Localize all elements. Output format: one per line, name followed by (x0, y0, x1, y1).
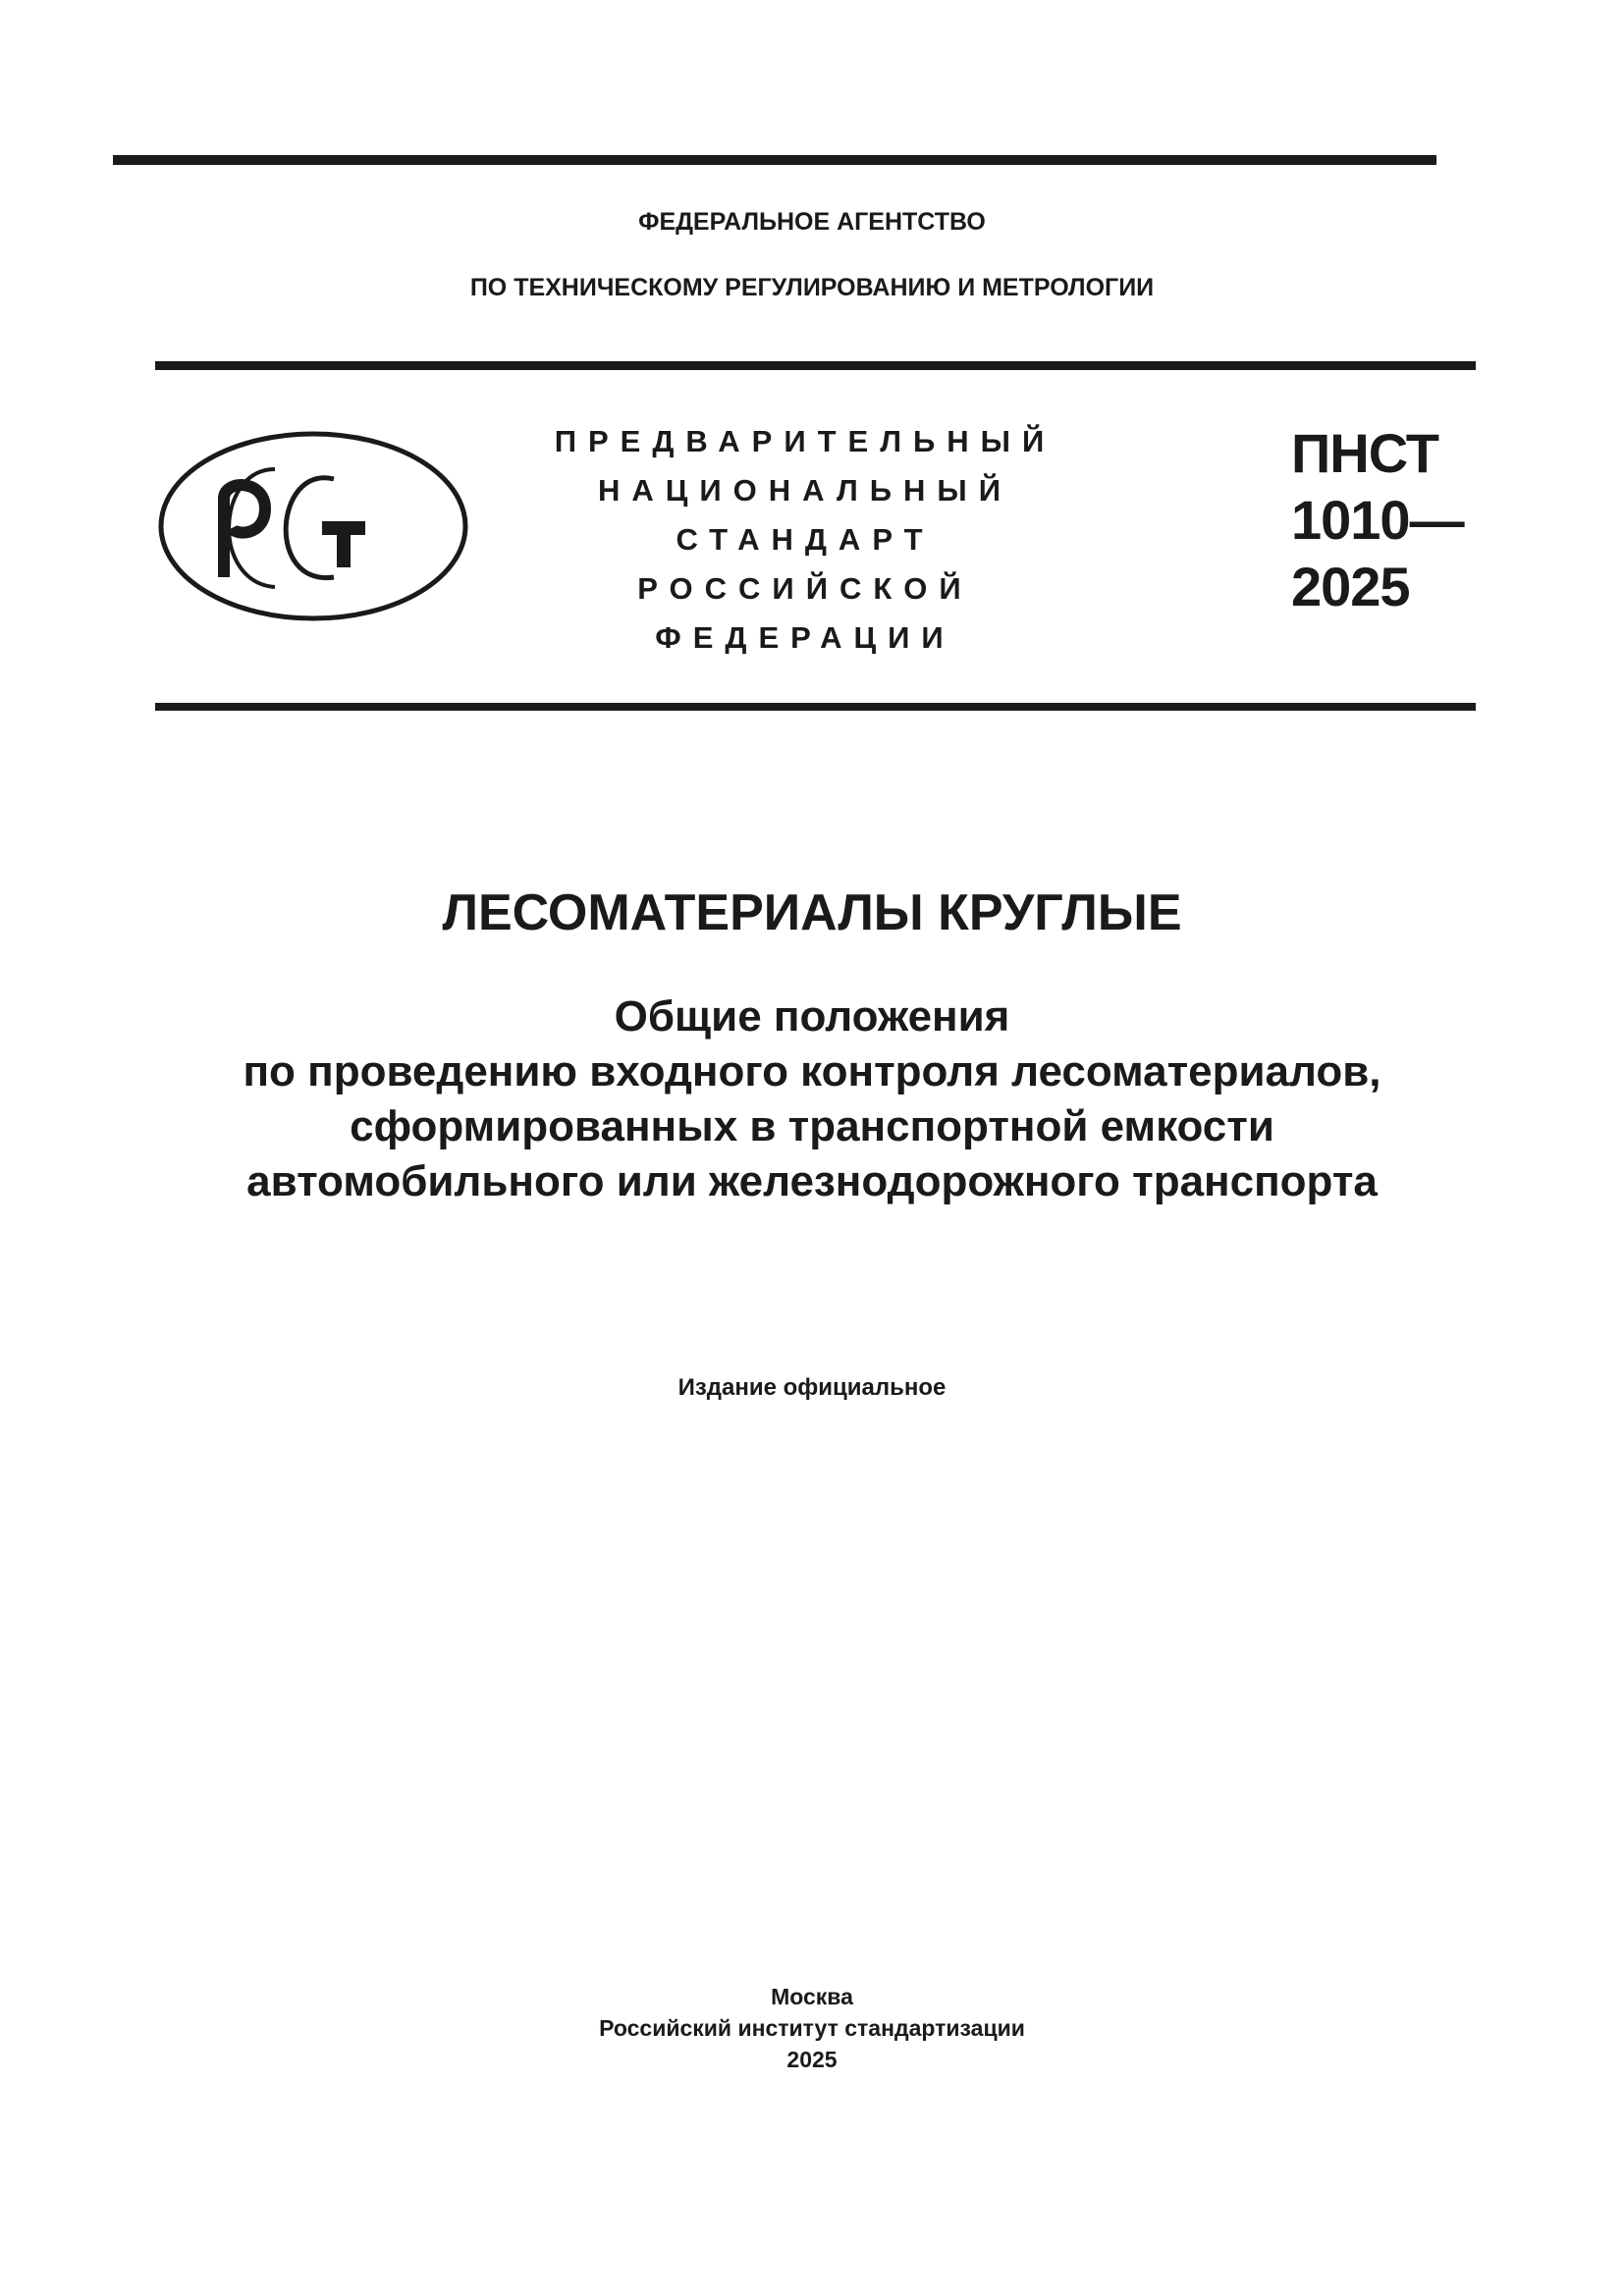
standard-type-line: НАЦИОНАЛЬНЫЙ (597, 473, 1013, 507)
designation-line: ПНСТ (1291, 422, 1438, 484)
rst-logo (157, 430, 469, 622)
publication-year: 2025 (786, 2047, 838, 2072)
designation-line: 1010— (1291, 489, 1464, 551)
standard-type-line: СТАНДАРТ (676, 522, 935, 557)
standard-type-line: ФЕДЕРАЦИИ (655, 620, 955, 655)
publisher-city: Москва (771, 1984, 853, 2009)
designation-line: 2025 (1291, 556, 1410, 617)
standard-designation (1291, 420, 1464, 620)
edition-label: Издание официальное (677, 1374, 947, 1401)
subtitle-line: Общие положения (614, 992, 1010, 1041)
agency-line-2: ПО ТЕХНИЧЕСКОМУ РЕГУЛИРОВАНИЮ И МЕТРОЛОГИИ (469, 274, 1155, 301)
agency-line-1: ФЕДЕРАЛЬНОЕ АГЕНТСТВО (638, 208, 986, 236)
header-rule (155, 361, 1476, 370)
subtitle-line: автомобильного или железнодорожного транспорта (246, 1157, 1378, 1205)
top-rule (113, 155, 1436, 165)
subtitle-line: сформированных в транспортной емкости (350, 1102, 1274, 1150)
header-bottom-rule (155, 703, 1476, 711)
subtitle-line: по проведению входного контроля лесоматериалов, (243, 1047, 1381, 1095)
standard-type-line: РОССИЙСКОЙ (637, 571, 973, 606)
publisher-block (0, 1981, 1624, 2075)
standard-type-line: ПРЕДВАРИТЕЛЬНЫЙ (554, 424, 1056, 458)
standard-type (511, 417, 1100, 663)
document-subtitle (0, 989, 1624, 1209)
publisher-name: Российский институт стандартизации (599, 2015, 1025, 2041)
document-title: ЛЕСОМАТЕРИАЛЫ КРУГЛЫЕ (442, 884, 1182, 941)
